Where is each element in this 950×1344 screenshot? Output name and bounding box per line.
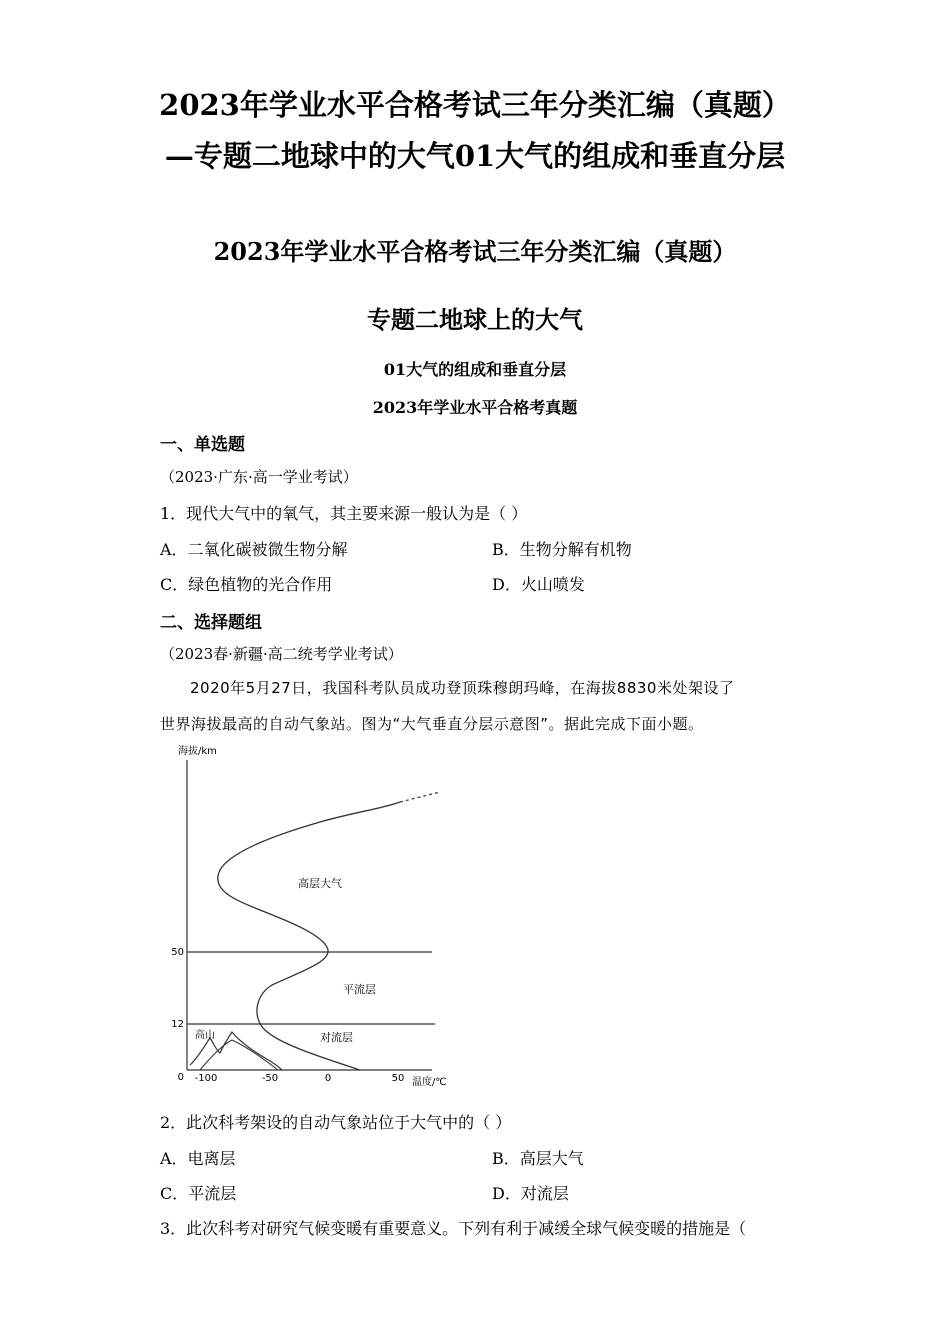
temperature-curve: [218, 802, 400, 1070]
question1-option-d: D．火山喷发: [492, 575, 585, 594]
document-title: 2023年学业水平合格考试三年分类汇编（真题）—专题二地球中的大气01大气的组成和垂直分层: [159, 88, 791, 173]
y-tick-12: 12: [171, 1019, 184, 1030]
question2-option-d: D．对流层: [492, 1184, 569, 1203]
question3-stem: 3．此次科考对研究气候变暖有重要意义。下列有利于减缓全球气候变暖的措施是（: [160, 1219, 747, 1238]
question2-option-b: B．高层大气: [492, 1149, 584, 1168]
layer-label-stratosphere: 平流层: [343, 983, 376, 996]
subtopic-heading: 01大气的组成和垂直分层: [383, 360, 567, 379]
exam-heading: 2023年学业水平合格考真题: [372, 398, 578, 417]
x-axis-label: 温度/℃: [412, 1077, 447, 1088]
question2-option-c: C．平流层: [160, 1184, 237, 1203]
y-axis-label: 海拔/km: [178, 746, 217, 757]
document-subtitle: 2023年学业水平合格考试三年分类汇编（真题）: [213, 237, 737, 266]
x-tick-50: 50: [391, 1073, 405, 1084]
question1-option-b: B．生物分解有机物: [492, 540, 632, 559]
layer-label-troposphere: 对流层: [320, 1031, 353, 1044]
x-tick-0: 0: [324, 1073, 332, 1084]
topic-heading: 专题二地球上的大气: [367, 305, 583, 334]
atmosphere-layers-diagram: [160, 740, 460, 1090]
passage-line-1: 2020年5月27日，我国科考队员成功登顶珠穆朗玛峰，在海拔8830米处架设了: [190, 679, 735, 697]
question1-stem: 1．现代大气中的氧气，其主要来源一般认为是（ ）: [160, 504, 528, 523]
label-mountain: 高山: [195, 1030, 215, 1041]
question-group-source: （2023春·新疆·高二统考学业考试）: [160, 645, 403, 663]
question1-source: （2023·广东·高一学业考试）: [160, 468, 358, 486]
section-choice-group-title: 二、选择题组: [160, 613, 262, 633]
y-tick-0: 0: [177, 1072, 184, 1083]
x-tick-minus100: -100: [194, 1073, 218, 1084]
question-group-passage: [160, 670, 800, 742]
question2-stem: 2．此次科考架设的自动气象站位于大气中的（ ）: [160, 1113, 512, 1132]
temperature-curve-dashed: [400, 792, 440, 802]
layer-label-upper: 高层大气: [298, 877, 342, 890]
mountain-temperature-line: [200, 1040, 278, 1070]
passage-line-2: 世界海拔最高的自动气象站。图为“大气垂直分层示意图”。据此完成下面小题。: [160, 715, 704, 733]
section-single-choice-title: 一、单选题: [160, 435, 245, 455]
x-tick-minus50: -50: [261, 1073, 279, 1084]
question1-option-a: A．二氧化碳被微生物分解: [160, 540, 348, 559]
question2-option-a: A．电离层: [160, 1149, 236, 1168]
y-tick-50: 50: [171, 947, 184, 958]
question1-option-c: C．绿色植物的光合作用: [160, 575, 333, 594]
